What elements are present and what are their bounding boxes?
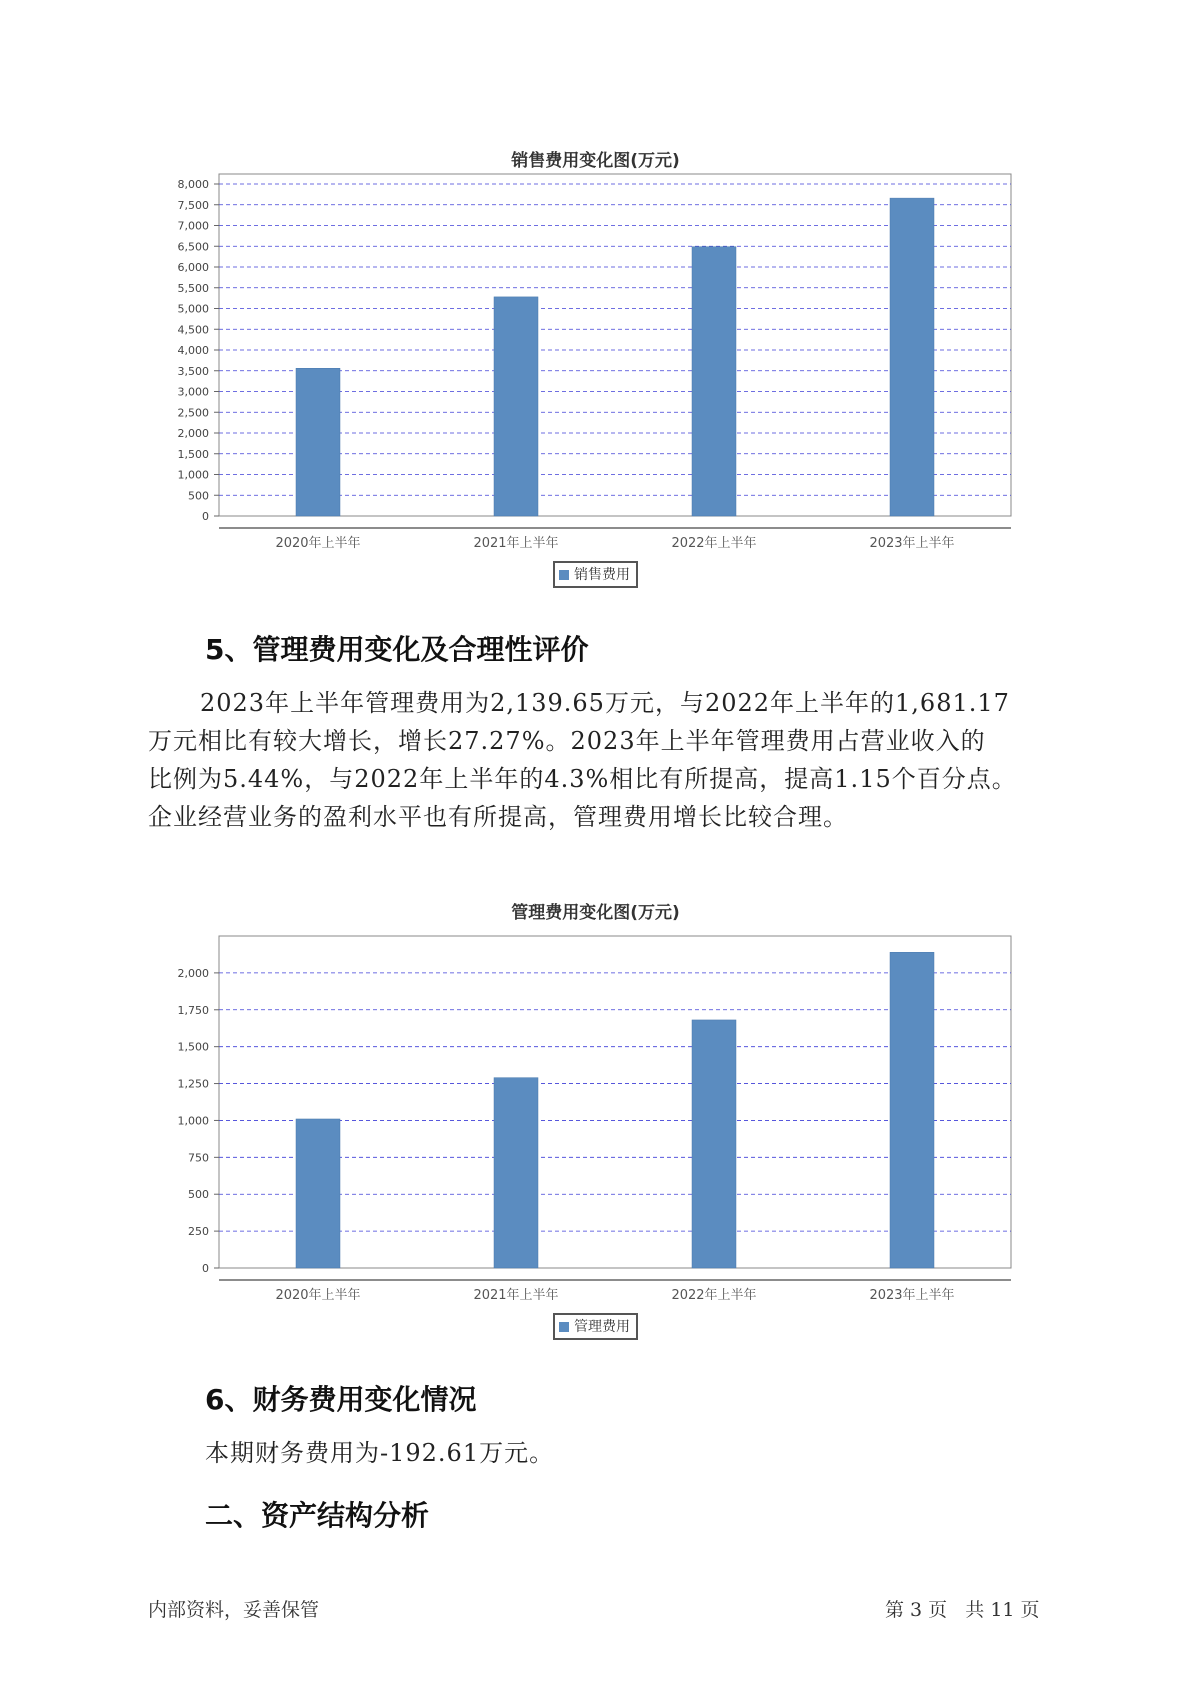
y-tick-label: 250 — [188, 1225, 209, 1239]
y-tick-label: 1,500 — [177, 1040, 209, 1054]
paragraph-line: 万元相比有较大增长，增长27.27%。2023年上半年管理费用占营业收入的 — [148, 727, 986, 755]
sales-chart-legend — [553, 561, 638, 588]
x-tick-label: 2020年上半年 — [275, 536, 361, 550]
x-tick-label: 2021年上半年 — [473, 536, 559, 550]
x-tick-label: 2022年上半年 — [671, 536, 757, 550]
y-tick-label: 6,000 — [177, 261, 209, 274]
y-tick-label: 4,500 — [177, 323, 209, 337]
y-tick-label: 1,250 — [177, 1077, 209, 1091]
paragraph-line: 比例为5.44%，与2022年上半年的4.3%相比有所提高，提高1.15个百分点。 — [148, 765, 1017, 793]
section-5-heading: 5、管理费用变化及合理性评价 — [205, 633, 589, 666]
x-tick-label: 2021年上半年 — [473, 1288, 559, 1300]
bar — [494, 1078, 538, 1268]
y-tick-label: 750 — [188, 1151, 209, 1165]
section-5-paragraph — [148, 684, 1048, 836]
bar — [890, 198, 934, 516]
legend-swatch — [559, 1322, 569, 1332]
legend-label: 管理费用 — [574, 1319, 630, 1335]
sales-expense-chart — [0, 160, 1191, 550]
y-tick-label: 5,000 — [177, 302, 209, 316]
bar — [692, 1020, 736, 1268]
bar — [494, 297, 538, 516]
bar — [890, 952, 934, 1268]
y-tick-label: 8,000 — [177, 178, 209, 191]
y-tick-label: 7,000 — [177, 219, 209, 233]
y-tick-label: 0 — [202, 1262, 209, 1275]
y-tick-label: 1,750 — [177, 1003, 209, 1017]
y-tick-label: 500 — [188, 1188, 209, 1202]
y-tick-label: 1,000 — [177, 468, 209, 482]
bar — [296, 1119, 340, 1268]
admin-expense-chart — [0, 920, 1191, 1300]
paragraph-line: 企业经营业务的盈利水平也有所提高，管理费用增长比较合理。 — [148, 803, 848, 831]
footer-left: 内部资料，妥善保管 — [148, 1599, 320, 1621]
y-tick-label: 2,500 — [177, 406, 209, 420]
y-tick-label: 7,500 — [177, 198, 209, 212]
paragraph-line: 2023年上半年管理费用为2,139.65万元，与2022年上半年的1,681.17 — [200, 689, 1010, 717]
bar — [296, 368, 340, 516]
bar — [692, 247, 736, 516]
section-6-heading: 6、财务费用变化情况 — [205, 1383, 477, 1416]
paragraph-line: 本期财务费用为-192.61万元。 — [205, 1439, 555, 1467]
y-tick-label: 3,000 — [177, 385, 209, 399]
y-tick-label: 0 — [202, 510, 209, 523]
y-tick-label: 2,000 — [177, 966, 209, 980]
section-two-heading: 二、资产结构分析 — [205, 1499, 430, 1532]
y-tick-label: 4,000 — [177, 344, 209, 357]
admin-chart-title: 管理费用变化图(万元) — [511, 903, 680, 923]
y-tick-label: 500 — [188, 489, 209, 503]
y-tick-label: 1,000 — [177, 1114, 209, 1128]
y-tick-label: 6,500 — [177, 240, 209, 254]
y-tick-label: 3,500 — [177, 364, 209, 378]
section-6-paragraph — [205, 1434, 1105, 1472]
y-tick-label: 1,500 — [177, 447, 209, 461]
legend-label: 销售费用 — [574, 567, 630, 583]
y-tick-label: 5,500 — [177, 281, 209, 295]
x-tick-label: 2022年上半年 — [671, 1288, 757, 1300]
sales-chart-title: 销售费用变化图(万元) — [511, 151, 680, 171]
admin-chart-legend — [553, 1313, 638, 1340]
y-tick-label: 2,000 — [177, 427, 209, 440]
footer-page-number: 第 3 页 共 11 页 — [885, 1599, 1040, 1621]
x-tick-label: 2020年上半年 — [275, 1288, 361, 1300]
x-tick-label: 2023年上半年 — [869, 536, 955, 550]
legend-swatch — [559, 570, 569, 580]
x-tick-label: 2023年上半年 — [869, 1288, 955, 1300]
